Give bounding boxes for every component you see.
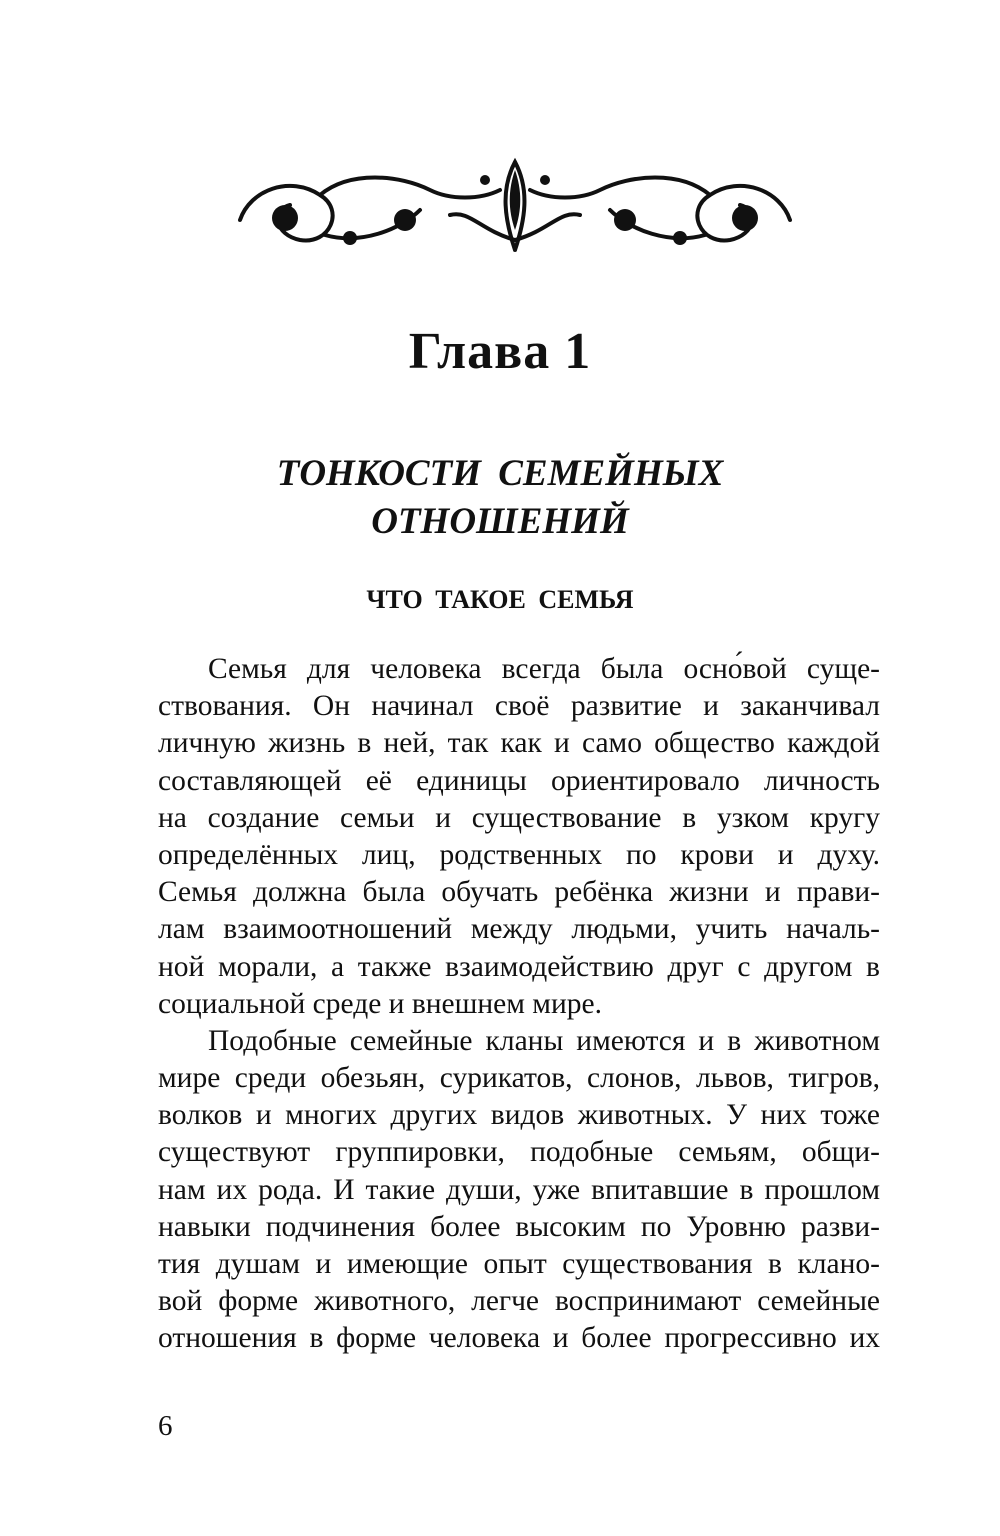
body-line: навыки подчинения более высоким по Уровню разви-: [158, 1210, 880, 1243]
body-line: вой форме животного, легче воспринимают семейные: [158, 1285, 880, 1318]
body-line: тия душам и имеющие опыт существования в клано-: [158, 1248, 880, 1280]
section-title-line-1: ТОНКОСТИ СЕМЕЙНЫХ: [276, 453, 724, 494]
body-line: Семья для человека всегда была осно́вой суще-: [208, 653, 880, 685]
body-line: существуют группировки, подобные семьям, общи-: [158, 1136, 880, 1169]
body-text: [158, 651, 880, 1358]
subsection-title: ЧТО ТАКОЕ СЕМЬЯ: [366, 585, 634, 614]
body-line: ной морали, а также взаимодействию друг с другом в: [158, 950, 880, 983]
body-line: Семья должна была обучать ребёнка жизни и прави-: [158, 876, 880, 909]
body-line: на создание семьи и существование в узком кругу: [158, 801, 880, 834]
body-line: социальной среде и внешнем мире.: [158, 987, 602, 1020]
body-line: определённых лиц, родственных по крови и духу.: [158, 838, 880, 871]
section-title: [0, 450, 1000, 546]
page-number: 6: [158, 1410, 173, 1442]
body-line: личную жизнь в ней, так как и само общество каждой: [158, 727, 880, 760]
body-line: составляющей её единицы ориентировало личность: [158, 764, 880, 797]
body-line: мире среди обезьян, сурикатов, слонов, львов, тигров,: [158, 1062, 880, 1095]
body-line: ствования. Он начинал своё развитие и заканчивал: [158, 690, 880, 723]
floral-ornament-icon: [230, 150, 800, 255]
body-line: волков и многих других видов животных. У них тоже: [158, 1099, 880, 1132]
chapter-title: Глава 1: [408, 323, 592, 380]
body-line: нам их рода. И такие души, уже впитавшие в прошлом: [158, 1173, 880, 1206]
body-line: отношения в форме человека и более прогрессивно их: [158, 1322, 880, 1355]
section-title-line-2: ОТНОШЕНИЙ: [371, 501, 629, 542]
body-line: лам взаимоотношений между людьми, учить началь-: [158, 913, 880, 946]
body-line: Подобные семейные кланы имеются и в животном: [208, 1024, 880, 1057]
